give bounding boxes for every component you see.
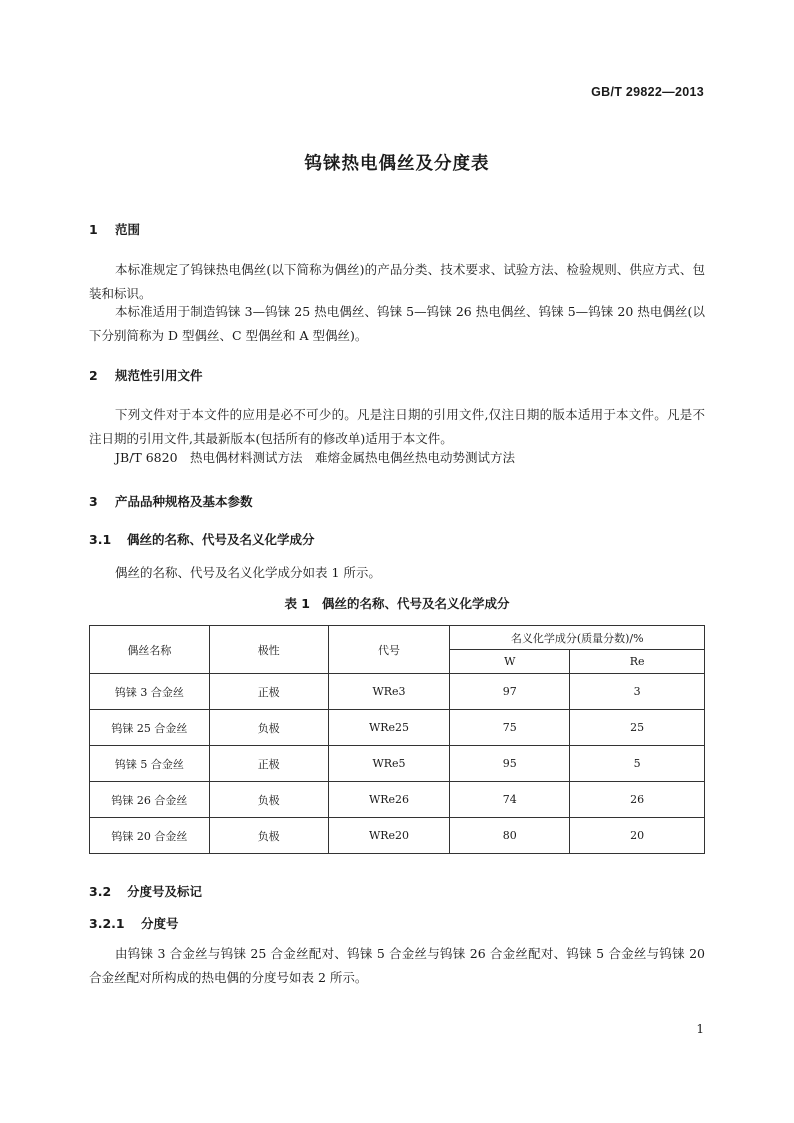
section-number: 3.2.1	[89, 916, 125, 931]
cell-name: 钨铼 26 合金丝	[90, 782, 210, 818]
cell-code: WRe5	[328, 746, 450, 782]
header-composition: 名义化学成分(质量分数)/%	[450, 626, 705, 650]
section-3-2-1-paragraph: 由钨铼 3 合金丝与钨铼 25 合金丝配对、钨铼 5 合金丝与钨铼 26 合金丝配对、钨铼 5 合金丝与钨铼 20 合金丝配对所构成的热电偶的分度号如表 2 所示。	[89, 946, 705, 985]
header-w: W	[450, 650, 570, 674]
standard-code: GB/T 29822—2013	[591, 85, 704, 99]
section-2-heading	[89, 366, 203, 384]
section-title: 偶丝的名称、代号及名义化学成分	[127, 532, 315, 547]
page-number: 1	[696, 1022, 704, 1036]
header-re: Re	[570, 650, 705, 674]
section-3-1-paragraph: 偶丝的名称、代号及名义化学成分如表 1 所示。	[115, 565, 381, 580]
cell-name: 钨铼 25 合金丝	[90, 710, 210, 746]
cell-re: 5	[570, 746, 705, 782]
section-1-paragraph-1: 本标准规定了钨铼热电偶丝(以下简称为偶丝)的产品分类、技术要求、试验方法、检验规则、供应方式、包装和标识。	[89, 262, 705, 301]
section-1-paragraph-2: 本标准适用于制造钨铼 3—钨铼 25 热电偶丝、钨铼 5—钨铼 26 热电偶丝、钨铼 5—钨铼 20 热电偶丝(以下分别简称为 D 型偶丝、C 型偶丝和 A 型偶丝)。	[89, 304, 705, 343]
section-2-paragraph-1: 下列文件对于本文件的应用是必不可少的。凡是注日期的引用文件,仅注日期的版本适用于本文件。凡是不注日期的引用文件,其最新版本(包括所有的修改单)适用于本文件。	[89, 407, 705, 446]
cell-name: 钨铼 20 合金丝	[90, 818, 210, 854]
section-number: 1	[89, 222, 98, 237]
table-1	[89, 625, 705, 854]
cell-w: 75	[450, 710, 570, 746]
cell-re: 20	[570, 818, 705, 854]
cell-polarity: 正极	[209, 746, 328, 782]
table-row	[90, 818, 705, 854]
header-polarity: 极性	[209, 626, 328, 674]
document-title: 钨铼热电偶丝及分度表	[304, 154, 490, 174]
cell-name: 钨铼 5 合金丝	[90, 746, 210, 782]
section-3-2-heading	[89, 882, 202, 900]
normative-reference: JB/T 6820 热电偶材料测试方法 难熔金属热电偶丝热电动势测试方法	[115, 450, 516, 465]
cell-w: 74	[450, 782, 570, 818]
section-title: 范围	[115, 222, 141, 237]
section-number: 3.1	[89, 532, 112, 547]
section-3-2-1-heading	[89, 914, 179, 932]
section-1-heading	[89, 220, 140, 238]
cell-re: 25	[570, 710, 705, 746]
table-row	[90, 674, 705, 710]
cell-name: 钨铼 3 合金丝	[90, 674, 210, 710]
section-number: 3.2	[89, 884, 112, 899]
section-3-1-heading	[89, 530, 315, 548]
cell-code: WRe20	[328, 818, 450, 854]
section-title: 分度号	[141, 916, 179, 931]
cell-polarity: 负极	[209, 818, 328, 854]
table-1-caption	[0, 594, 794, 612]
table-header-row	[90, 626, 705, 650]
cell-code: WRe3	[328, 674, 450, 710]
cell-w: 97	[450, 674, 570, 710]
cell-re: 3	[570, 674, 705, 710]
table-row	[90, 782, 705, 818]
cell-re: 26	[570, 782, 705, 818]
section-title: 产品品种规格及基本参数	[115, 494, 253, 509]
cell-polarity: 负极	[209, 782, 328, 818]
cell-w: 80	[450, 818, 570, 854]
header-name: 偶丝名称	[90, 626, 210, 674]
cell-code: WRe26	[328, 782, 450, 818]
section-number: 2	[89, 368, 98, 383]
cell-polarity: 正极	[209, 674, 328, 710]
section-title: 规范性引用文件	[115, 368, 203, 383]
cell-polarity: 负极	[209, 710, 328, 746]
header-code: 代号	[328, 626, 450, 674]
cell-code: WRe25	[328, 710, 450, 746]
section-3-heading	[89, 492, 253, 510]
section-number: 3	[89, 494, 98, 509]
section-title: 分度号及标记	[127, 884, 203, 899]
table-row	[90, 746, 705, 782]
cell-w: 95	[450, 746, 570, 782]
table-row	[90, 710, 705, 746]
table-caption-number: 表 1	[284, 596, 311, 611]
table-caption-title: 偶丝的名称、代号及名义化学成分	[322, 596, 510, 611]
